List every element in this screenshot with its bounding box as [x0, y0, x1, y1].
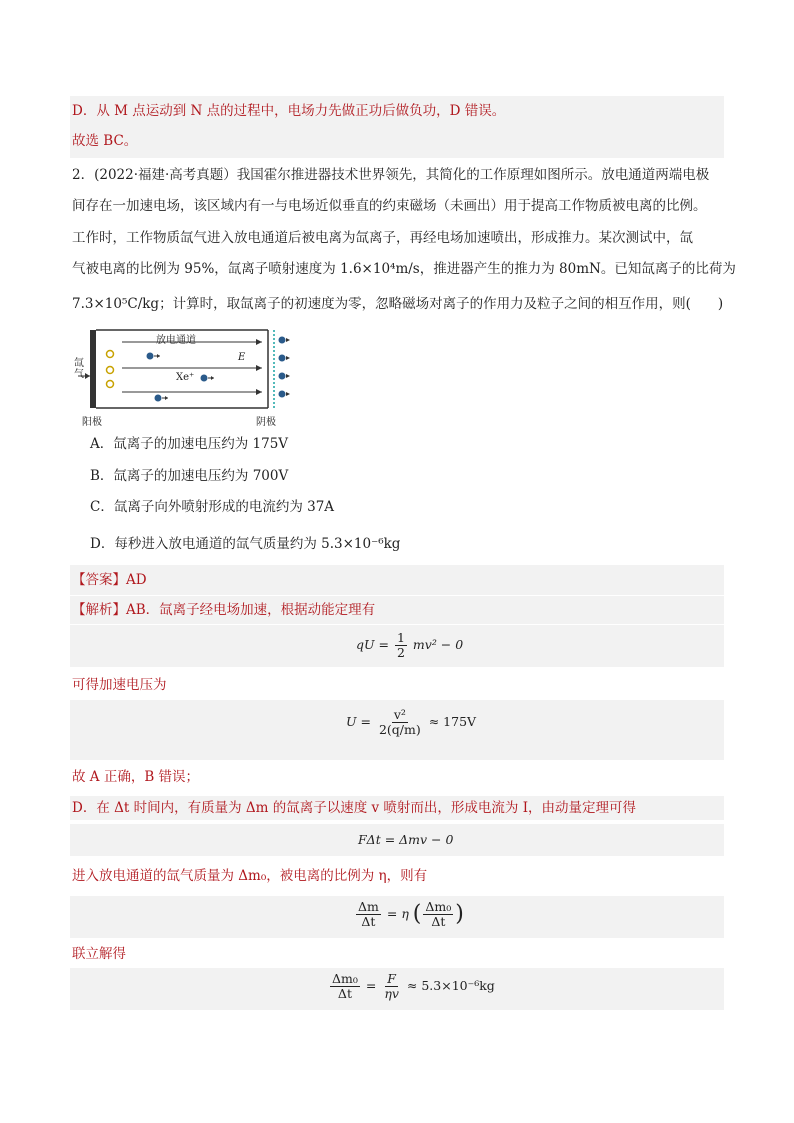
- question-line-1: 2．(2022·福建·高考真题）我国霍尔推进器技术世界领先，其简化的工作原理如图所示。放电通道两端电极: [72, 167, 710, 183]
- field-label: E: [238, 352, 246, 363]
- question-line-2: 间存在一加速电场，该区域内有一与电场近似垂直的约束磁场（未画出）用于提高工作物质被电离的比例。: [72, 198, 707, 214]
- analysis-intro: AB．氙离子经电场加速，根据动能定理有: [126, 602, 376, 618]
- gas-label: 氙气: [74, 358, 84, 380]
- question-line-5: 7.3×10⁵C/kg；计算时，取氙离子的初速度为零，忽略磁场对离子的作用力及粒子之间的相互作用，则( ): [72, 296, 724, 312]
- eq5-frac-num: F: [387, 971, 396, 986]
- eq3: FΔt = Δmv − 0: [358, 832, 454, 847]
- ion-label: Xe⁺: [176, 372, 195, 383]
- eq5-frac-den: ηv: [384, 986, 399, 1001]
- eq1-num: 1: [396, 630, 405, 645]
- prev-choice: 故选 BC。: [72, 133, 138, 149]
- equation-2: [346, 708, 476, 737]
- eq1-left: qU =: [356, 637, 389, 652]
- eq4-inner-num: Δm₀: [425, 899, 452, 914]
- analysis-label: 【解析】: [72, 602, 126, 618]
- eq5-num: Δm₀: [332, 971, 358, 986]
- thruster-diagram: [72, 326, 292, 428]
- option-c: C．氙离子向外喷射形成的电流约为 37A: [90, 499, 335, 515]
- eq4-mid: = η: [386, 906, 409, 921]
- option-a: A．氙离子的加速电压约为 175V: [90, 436, 289, 452]
- analysis-line: [72, 600, 375, 620]
- eq5-den: Δt: [337, 986, 352, 1001]
- conclusion-ab: 故 A 正确，B 错误；: [72, 769, 200, 785]
- mass-intro: 进入放电通道的氙气质量为 Δm₀，被电离的比例为 η，则有: [72, 868, 428, 884]
- eq2-den: 2(q/m): [378, 722, 421, 737]
- equation-4: $\frac{\Delta m}{\Delta t}$ = η ( $\frac{\text{Δm₀}}{\Delta t}$ ): [358, 899, 464, 929]
- combine-label: 联立解得: [72, 946, 126, 962]
- equation-5: [328, 972, 495, 1001]
- anode-label: 阳极: [82, 417, 102, 428]
- eq5-right: ≈ 5.3×10⁻⁶kg: [406, 978, 495, 993]
- question-line-4: 气被电离的比例为 95%，氙离子喷射速度为 1.6×10⁴m/s，推进器产生的推力为 80mN。已知氙离子的比荷为: [72, 261, 736, 277]
- channel-label: 放电通道: [156, 335, 196, 346]
- answer-label: 【答案】: [72, 572, 126, 588]
- eq5-mid: =: [365, 978, 377, 993]
- equation-1: [356, 631, 463, 660]
- eq4-inner-den: Δt: [431, 914, 446, 929]
- d-intro: D．在 Δt 时间内，有质量为 Δm 的氙离子以速度 v 喷射而出，形成电流为 I，由动量定理可得: [72, 800, 637, 816]
- eq1-den: 2: [396, 645, 405, 660]
- eq1-right: mv² − 0: [412, 637, 464, 652]
- eq2-right: ≈ 175V: [428, 714, 477, 729]
- prev-option-d: D．从 M 点运动到 N 点的过程中，电场力先做正功后做负功，D 错误。: [72, 103, 506, 119]
- option-b: B．氙离子的加速电压约为 700V: [90, 468, 289, 484]
- answer-block: [70, 565, 724, 595]
- eq4-den: Δt: [361, 914, 376, 929]
- voltage-intro: 可得加速电压为: [72, 677, 167, 693]
- cathode-label: 阴极: [256, 417, 276, 428]
- eq2-left: U =: [346, 714, 371, 729]
- equation-3: [358, 832, 453, 847]
- option-d: D．每秒进入放电通道的氙气质量约为 5.3×10⁻⁶kg: [90, 536, 401, 552]
- eq4-num: Δm: [358, 899, 379, 914]
- eq2-num: v²: [393, 707, 406, 722]
- question-line-3: 工作时，工作物质氙气进入放电通道后被电离为氙离子，再经电场加速喷出，形成推力。某次测试中，氙: [72, 230, 693, 246]
- answer-line: [72, 570, 147, 590]
- answer-value: AD: [126, 572, 147, 588]
